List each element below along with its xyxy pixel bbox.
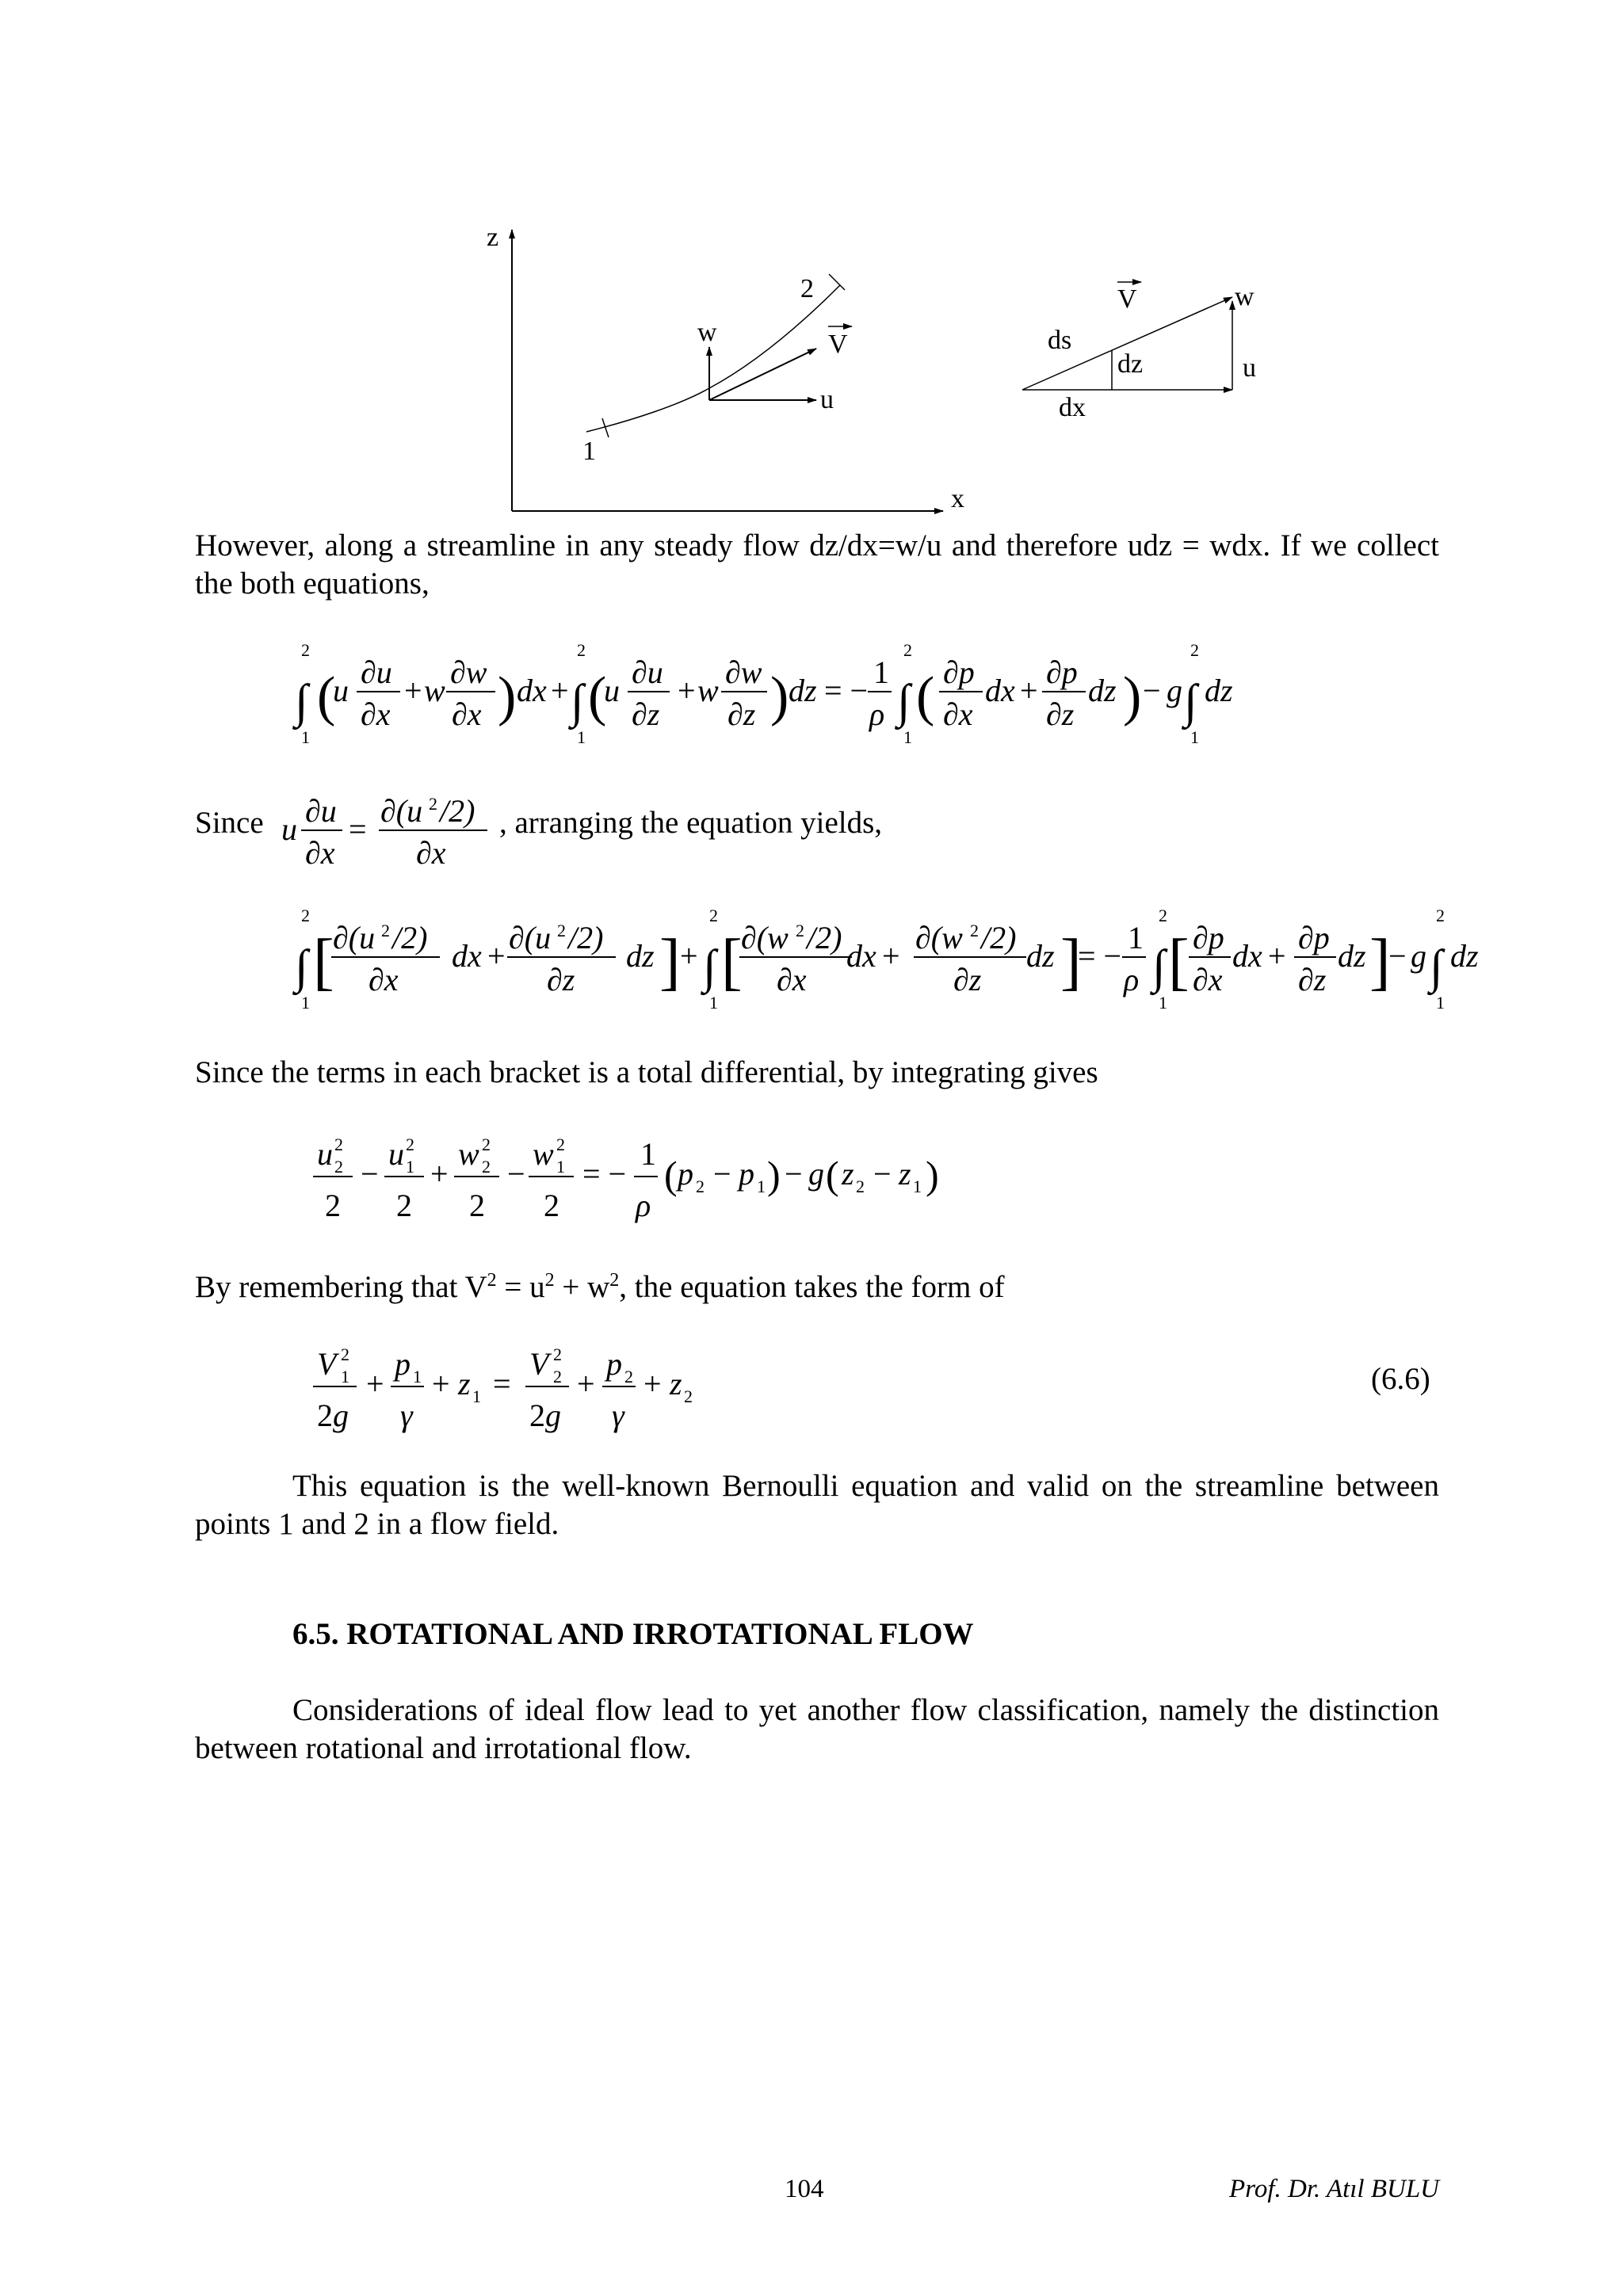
svg-text:1: 1: [903, 727, 912, 747]
svg-text:dz: dz: [1026, 938, 1055, 974]
svg-text:2: 2: [556, 1135, 565, 1154]
w-vector-label: w: [697, 318, 717, 347]
paragraph-rotational: Considerations of ideal flow lead to yet another flow classification, namely the distinction between rotational and irrotational flow.: [195, 1693, 1439, 1765]
sup-V: 2: [487, 1270, 497, 1291]
svg-text:1: 1: [301, 727, 310, 747]
svg-text:∫: ∫: [1184, 675, 1197, 727]
svg-text:[: [: [313, 927, 334, 997]
svg-text:]: ]: [1060, 927, 1082, 997]
u-vector-label: u: [820, 385, 834, 414]
svg-text:∂u: ∂u: [361, 654, 392, 690]
svg-text:∂x: ∂x: [1193, 962, 1223, 997]
streamline-figure: [0, 0, 1623, 523]
svg-text:1: 1: [757, 1177, 766, 1196]
svg-text:dz: dz: [1338, 938, 1366, 974]
svg-text:2: 2: [1190, 640, 1199, 660]
svg-text:dx: dx: [452, 938, 482, 974]
svg-text:w: w: [533, 1136, 554, 1172]
svg-text:2: 2: [856, 1177, 865, 1196]
paragraph-remembering: [195, 1261, 1439, 1306]
svg-text:z: z: [899, 1156, 911, 1192]
svg-text:2: 2: [624, 1367, 633, 1386]
svg-text:2: 2: [709, 906, 718, 925]
svg-text:+: +: [1020, 673, 1038, 708]
svg-text:∂x: ∂x: [943, 696, 973, 732]
svg-text:1: 1: [1128, 920, 1144, 955]
since-label: Since: [195, 806, 264, 840]
svg-text:dz: dz: [1088, 673, 1117, 708]
svg-text:2: 2: [557, 921, 566, 940]
svg-text:+: +: [882, 938, 900, 974]
svg-text:z: z: [458, 1366, 471, 1402]
svg-text:2: 2: [301, 906, 310, 925]
svg-text:∂u: ∂u: [305, 793, 337, 829]
svg-text:∂(u: ∂(u: [380, 793, 423, 829]
svg-text:V: V: [317, 1346, 337, 1382]
svg-text:2: 2: [696, 1177, 705, 1196]
svg-text:u: u: [281, 811, 297, 847]
svg-text:z: z: [670, 1366, 682, 1402]
svg-text:1: 1: [301, 993, 310, 1013]
svg-text:dx: dx: [985, 673, 1015, 708]
svg-text:2: 2: [482, 1157, 491, 1177]
svg-text:∂z: ∂z: [727, 696, 756, 732]
svg-text:dz: dz: [789, 673, 817, 708]
svg-text:∫: ∫: [1430, 940, 1443, 993]
svg-text:∂p: ∂p: [1046, 654, 1078, 690]
svg-text:∂z: ∂z: [1298, 962, 1327, 997]
svg-text:dx: dx: [846, 938, 876, 974]
svg-text:g: g: [808, 1156, 824, 1192]
svg-text:+: +: [551, 673, 569, 708]
svg-text:): ): [498, 666, 517, 727]
svg-text:2: 2: [396, 1188, 412, 1223]
svg-text:∂(w: ∂(w: [741, 920, 789, 955]
svg-text:): ): [926, 1153, 939, 1197]
svg-text:∂(w: ∂(w: [915, 920, 963, 955]
svg-text:2: 2: [325, 1188, 341, 1223]
svg-text:∫: ∫: [897, 675, 911, 727]
svg-text:1: 1: [1159, 993, 1167, 1013]
svg-text:∂z: ∂z: [1046, 696, 1075, 732]
svg-text:1: 1: [1436, 993, 1445, 1013]
svg-text:/2): /2): [568, 920, 604, 955]
svg-text:1: 1: [913, 1177, 922, 1196]
svg-text:g: g: [545, 1398, 561, 1433]
svg-text:2: 2: [553, 1344, 562, 1364]
svg-text:): ): [770, 666, 789, 727]
svg-text:g: g: [1167, 673, 1182, 708]
streamline-curve: [586, 285, 840, 432]
svg-text:dx: dx: [517, 673, 547, 708]
svg-text:=: =: [349, 811, 367, 847]
paragraph-bernoulli: This equation is the well-known Bernoulli equation and valid on the streamline between points 1 and 2 in a flow field.: [195, 1469, 1439, 1541]
svg-text:2: 2: [544, 1188, 559, 1223]
svg-text:∫: ∫: [571, 675, 584, 727]
svg-text:z: z: [842, 1156, 854, 1192]
svg-text:= −: = −: [1078, 938, 1122, 974]
svg-text:+: +: [404, 673, 422, 708]
V-vector: [709, 349, 816, 400]
section-heading: 6.5. ROTATIONAL AND IRROTATIONAL FLOW: [292, 1617, 974, 1651]
svg-text:1: 1: [640, 1136, 656, 1172]
svg-text:∂x: ∂x: [305, 835, 335, 871]
x-axis-label: x: [951, 484, 964, 513]
remember-part-1: By remembering that V: [195, 1270, 487, 1304]
svg-text:2: 2: [301, 640, 310, 660]
svg-text:1: 1: [709, 993, 718, 1013]
svg-text:2: 2: [317, 1398, 333, 1433]
svg-text:w: w: [697, 673, 719, 708]
svg-text:ρ: ρ: [636, 1188, 651, 1223]
svg-text:=: =: [493, 1366, 511, 1402]
svg-text:u: u: [317, 1136, 333, 1172]
svg-text:dz: dz: [1205, 673, 1233, 708]
svg-text:p: p: [395, 1346, 411, 1382]
svg-text:−: −: [1143, 673, 1161, 708]
svg-text:2: 2: [406, 1135, 414, 1154]
paragraph-total-differential: Since the terms in each bracket is a total differential, by integrating gives: [195, 1055, 1098, 1089]
svg-text:u: u: [388, 1136, 404, 1172]
sup-u: 2: [544, 1270, 555, 1291]
svg-text:∂w: ∂w: [725, 654, 762, 690]
svg-text:∂x: ∂x: [361, 696, 391, 732]
svg-text:∂w: ∂w: [450, 654, 487, 690]
svg-text:∂z: ∂z: [547, 962, 575, 997]
svg-text:]: ]: [659, 927, 681, 997]
svg-text:(: (: [916, 666, 935, 727]
svg-text:/2): /2): [981, 920, 1017, 955]
svg-text:2: 2: [482, 1135, 491, 1154]
svg-text:2: 2: [684, 1386, 693, 1406]
svg-text:u: u: [604, 673, 620, 708]
svg-text:+: +: [678, 673, 696, 708]
svg-text:1: 1: [556, 1157, 565, 1177]
svg-text:∫: ∫: [295, 675, 308, 727]
svg-text:2: 2: [429, 794, 437, 814]
triangle-w-label: w: [1235, 282, 1254, 311]
svg-text:dz: dz: [1450, 938, 1479, 974]
svg-text:∂p: ∂p: [943, 654, 975, 690]
svg-text:dx: dx: [1232, 938, 1262, 974]
svg-text:+: +: [577, 1366, 595, 1402]
svg-text:∫: ∫: [295, 940, 308, 993]
svg-text:u: u: [333, 673, 349, 708]
svg-text:2: 2: [796, 921, 804, 940]
svg-text:∂x: ∂x: [777, 962, 807, 997]
triangle-dz-label: dz: [1117, 349, 1144, 379]
svg-text:): ): [767, 1153, 781, 1197]
svg-text:2: 2: [970, 921, 979, 940]
remember-part-4: , the equation takes the form of: [619, 1270, 1005, 1304]
svg-text:2: 2: [553, 1367, 562, 1386]
svg-text:∂z: ∂z: [632, 696, 660, 732]
remember-part-3: + w: [554, 1270, 610, 1304]
svg-text:+: +: [487, 938, 506, 974]
svg-text:2: 2: [469, 1188, 485, 1223]
svg-text:1: 1: [341, 1367, 349, 1386]
svg-text:ρ: ρ: [869, 696, 885, 732]
triangle-ds-label: ds: [1048, 326, 1072, 355]
point-2-label: 2: [800, 274, 814, 303]
equation-number: (6.6): [1371, 1362, 1430, 1396]
footer-author: Prof. Dr. Atıl BULU: [1229, 2175, 1439, 2203]
remember-part-2: = u: [496, 1270, 545, 1304]
svg-text:+: +: [366, 1366, 384, 1402]
paragraph-streamline: However, along a streamline in any steady flow dz/dx=w/u and therefore udz = wdx. If we collect the both equations,: [195, 528, 1439, 601]
svg-text:2: 2: [1159, 906, 1167, 925]
svg-text:p: p: [606, 1346, 622, 1382]
svg-text:(: (: [588, 666, 607, 727]
svg-text:2: 2: [334, 1157, 343, 1177]
svg-text:+: +: [432, 1366, 450, 1402]
svg-text:1: 1: [1190, 727, 1199, 747]
arranging-text: , arranging the equation yields,: [499, 806, 883, 840]
svg-text:−: −: [785, 1156, 803, 1192]
svg-text:): ): [1123, 666, 1142, 727]
svg-text:g: g: [333, 1398, 349, 1433]
svg-text:−: −: [873, 1156, 892, 1192]
V-vector-label: V: [828, 330, 848, 359]
svg-text:∂p: ∂p: [1193, 920, 1224, 955]
svg-text:]: ]: [1369, 927, 1391, 997]
svg-text:∂z: ∂z: [953, 962, 982, 997]
svg-text:∫: ∫: [703, 940, 716, 993]
svg-text:(: (: [317, 666, 336, 727]
triangle-u-label: u: [1243, 353, 1256, 383]
svg-text:(: (: [826, 1153, 839, 1197]
svg-text:2: 2: [1436, 906, 1445, 925]
svg-text:dz: dz: [626, 938, 655, 974]
svg-text:(: (: [664, 1153, 678, 1197]
svg-text:p: p: [739, 1156, 754, 1192]
page-number: 104: [785, 2175, 824, 2203]
svg-text:γ: γ: [612, 1398, 624, 1433]
svg-text:+: +: [680, 938, 698, 974]
svg-text:2: 2: [334, 1135, 343, 1154]
svg-text:∫: ∫: [1152, 940, 1166, 993]
svg-text:∂(u: ∂(u: [509, 920, 552, 955]
svg-text:1: 1: [577, 727, 586, 747]
svg-text:1: 1: [413, 1367, 422, 1386]
svg-text:−: −: [507, 1156, 525, 1192]
svg-text:+: +: [643, 1366, 662, 1402]
svg-text:/2): /2): [440, 793, 475, 829]
svg-text:∂x: ∂x: [369, 962, 399, 997]
svg-text:2: 2: [381, 921, 390, 940]
svg-text:+: +: [430, 1156, 449, 1192]
svg-text:p: p: [678, 1156, 693, 1192]
svg-text:/2): /2): [807, 920, 842, 955]
point-1-label: 1: [582, 437, 596, 466]
svg-text:1: 1: [472, 1386, 481, 1406]
svg-text:[: [: [721, 927, 743, 997]
svg-text:+: +: [1268, 938, 1286, 974]
svg-text:−: −: [361, 1156, 379, 1192]
triangle-dx-label: dx: [1059, 393, 1086, 422]
svg-text:∂(u: ∂(u: [333, 920, 376, 955]
sup-w: 2: [609, 1270, 620, 1291]
svg-text:V: V: [529, 1346, 549, 1382]
svg-text:[: [: [1168, 927, 1190, 997]
svg-text:g: g: [1411, 938, 1426, 974]
svg-text:= −: = −: [582, 1156, 627, 1192]
z-axis-label: z: [487, 223, 499, 252]
svg-text:2: 2: [341, 1344, 349, 1364]
svg-text:w: w: [424, 673, 445, 708]
svg-text:ρ: ρ: [1124, 962, 1140, 997]
svg-text:∂p: ∂p: [1298, 920, 1330, 955]
svg-text:∂u: ∂u: [632, 654, 663, 690]
svg-text:1: 1: [406, 1157, 414, 1177]
svg-text:/2): /2): [392, 920, 428, 955]
svg-text:2: 2: [529, 1398, 545, 1433]
svg-text:1: 1: [873, 654, 889, 690]
svg-text:γ: γ: [400, 1398, 413, 1433]
svg-text:∂x: ∂x: [452, 696, 482, 732]
svg-text:∂x: ∂x: [416, 835, 446, 871]
svg-text:2: 2: [577, 640, 586, 660]
svg-text:w: w: [458, 1136, 479, 1172]
svg-text:−: −: [1388, 938, 1407, 974]
svg-text:−: −: [713, 1156, 731, 1192]
triangle-V-label: V: [1117, 284, 1137, 314]
svg-text:= −: = −: [824, 673, 869, 708]
svg-text:2: 2: [903, 640, 912, 660]
